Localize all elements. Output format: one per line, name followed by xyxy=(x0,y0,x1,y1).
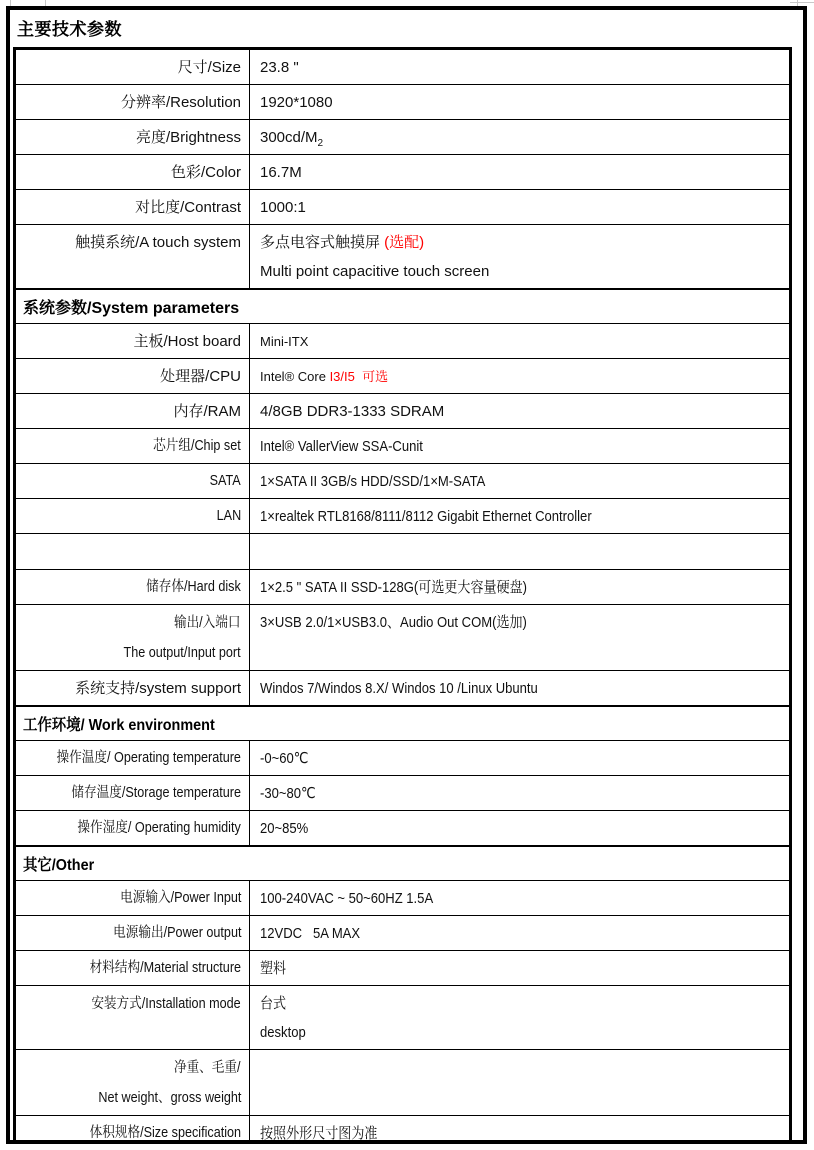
value-text: 300cd/M xyxy=(260,128,318,146)
row-value xyxy=(250,155,789,189)
optional-note-text: I3/I5 可选 xyxy=(329,368,389,384)
value-text: 2 xyxy=(317,137,324,149)
row-value xyxy=(250,225,789,288)
row-label-line xyxy=(24,778,241,808)
value-text: Mini-ITX xyxy=(260,333,309,349)
row-value xyxy=(250,951,789,985)
row-label-line xyxy=(24,53,241,82)
row-label-line xyxy=(24,813,241,843)
value-text: -30~80℃ xyxy=(260,784,316,802)
spec-row-empty xyxy=(16,533,789,569)
row-label xyxy=(16,916,250,950)
row-label-line xyxy=(24,743,241,773)
row-label xyxy=(16,499,250,533)
row-value xyxy=(250,85,789,119)
row-value xyxy=(250,394,789,428)
spec-row xyxy=(16,189,789,224)
label-text: 系统支持/system support xyxy=(75,679,241,697)
row-value xyxy=(250,916,789,950)
row-value xyxy=(250,881,789,915)
row-label-line xyxy=(24,674,241,703)
row-label-line xyxy=(24,158,241,187)
row-label xyxy=(16,951,250,985)
value-text: 按照外形尺寸图为准 xyxy=(260,1124,378,1142)
row-value-line xyxy=(260,502,781,531)
value-text: 多点电容式触摸屏 xyxy=(260,234,385,251)
spec-row xyxy=(16,950,789,985)
row-value xyxy=(250,1050,789,1115)
row-label xyxy=(16,394,250,428)
row-label-line xyxy=(24,883,241,913)
row-label-line xyxy=(24,327,241,356)
row-value xyxy=(250,605,789,670)
row-label xyxy=(16,671,250,705)
row-value xyxy=(250,986,789,1049)
row-value-line xyxy=(260,53,781,82)
row-label-line xyxy=(24,466,241,496)
label-text: 色彩/Color xyxy=(170,163,241,181)
row-label-line xyxy=(24,638,241,668)
spec-row xyxy=(16,84,789,119)
value-text: 塑料 xyxy=(260,959,287,977)
label-text: 体积规格/Size specification xyxy=(89,1125,241,1141)
row-label-line xyxy=(24,431,241,461)
spec-row xyxy=(16,569,789,604)
row-value-line xyxy=(260,397,781,426)
label-text: 储存体/Hard disk xyxy=(146,579,241,595)
row-value-line xyxy=(260,88,781,117)
row-value xyxy=(250,534,789,569)
label-text: 输出/入端口 xyxy=(174,615,241,631)
row-label-line xyxy=(24,537,241,566)
spec-row xyxy=(16,670,789,705)
row-value xyxy=(250,671,789,705)
value-text: -0~60℃ xyxy=(260,749,309,767)
row-value-line xyxy=(260,779,781,808)
spec-row xyxy=(16,1049,789,1115)
label-text: The output/Input port xyxy=(123,645,241,661)
label-text: 安装方式/Installation mode xyxy=(91,996,241,1012)
section-header-label: 工作环境/ Work environment xyxy=(23,717,215,734)
row-label xyxy=(16,741,250,775)
row-label xyxy=(16,85,250,119)
value-text: 1920*1080 xyxy=(260,93,333,111)
row-value xyxy=(250,429,789,463)
label-text: 尺寸/Size xyxy=(177,58,241,76)
label-text: 电源输入/Power Input xyxy=(119,890,241,906)
label-text: 电源输出/Power output xyxy=(112,925,241,941)
row-value-line xyxy=(260,158,781,187)
value-text: 12VDC 5A MAX xyxy=(260,924,361,942)
row-value-line xyxy=(260,744,781,773)
row-label-line xyxy=(24,608,241,638)
label-text: 材料结构/Material structure xyxy=(89,960,241,976)
section-header xyxy=(16,288,789,323)
label-text: 内存/RAM xyxy=(173,402,241,420)
spec-row xyxy=(16,119,789,154)
value-text: 1000:1 xyxy=(260,198,306,216)
row-value xyxy=(250,741,789,775)
spec-table xyxy=(13,47,792,1144)
row-label-line xyxy=(24,193,241,222)
value-text: 4/8GB DDR3-1333 SDRAM xyxy=(260,402,445,420)
row-value-line xyxy=(260,954,781,983)
value-text: Intel® VallerView SSA-Cunit xyxy=(260,437,423,455)
row-value-line xyxy=(260,608,781,637)
row-value-line xyxy=(260,193,781,222)
row-label xyxy=(16,155,250,189)
spec-row xyxy=(16,154,789,189)
label-text: 分辨率/Resolution xyxy=(120,93,241,111)
label-text: 触摸系统/A touch system xyxy=(75,234,241,251)
value-text: 20~85% xyxy=(260,819,309,837)
value-text: Intel® Core xyxy=(260,368,330,384)
row-label xyxy=(16,190,250,224)
row-label xyxy=(16,776,250,810)
row-label xyxy=(16,359,250,393)
row-label-line xyxy=(24,1053,241,1083)
row-label xyxy=(16,570,250,604)
value-text: 1×2.5 " SATA II SSD-128G(可选更大容量硬盘) xyxy=(260,578,528,596)
label-text: 主板/Host board xyxy=(133,332,241,350)
row-value-line xyxy=(260,674,781,703)
value-text: 台式 xyxy=(260,995,287,1012)
row-label xyxy=(16,324,250,358)
row-value-line xyxy=(260,467,781,496)
label-text: Net weight、gross weight xyxy=(97,1090,241,1106)
row-value-line xyxy=(260,573,781,602)
row-value-line xyxy=(260,814,781,843)
spec-row xyxy=(16,224,789,288)
row-value-line xyxy=(260,362,781,391)
row-value xyxy=(250,1116,789,1144)
row-value-line xyxy=(260,989,781,1018)
row-value-line xyxy=(260,228,781,257)
page-title: 主要技术参数 xyxy=(17,20,122,39)
spec-row xyxy=(16,775,789,810)
spec-row xyxy=(16,358,789,393)
row-label xyxy=(16,1116,250,1144)
row-label-line xyxy=(24,501,241,531)
row-label-line xyxy=(24,1118,241,1144)
value-text: 16.7M xyxy=(260,163,302,181)
optional-note-text: (选配) xyxy=(384,234,425,251)
spec-row xyxy=(16,985,789,1049)
row-value-line xyxy=(260,537,781,566)
row-value-line xyxy=(260,257,781,286)
spec-row xyxy=(16,810,789,845)
spec-row xyxy=(16,498,789,533)
spec-row xyxy=(16,463,789,498)
label-text: LAN xyxy=(216,508,241,524)
row-label-line xyxy=(24,88,241,117)
gridline-artifact xyxy=(790,2,814,3)
row-label xyxy=(16,811,250,845)
spec-row xyxy=(16,915,789,950)
spec-row xyxy=(16,428,789,463)
label-text: 芯片组/Chip set xyxy=(153,438,241,454)
row-label-line xyxy=(24,953,241,983)
row-value xyxy=(250,499,789,533)
row-label xyxy=(16,464,250,498)
label-text: 对比度/Contrast xyxy=(135,198,241,216)
spec-row xyxy=(16,880,789,915)
row-value-line xyxy=(260,1053,781,1082)
value-text: 1×SATA II 3GB/s HDD/SSD/1×M-SATA xyxy=(260,472,486,490)
label-text: 操作温度/ Operating temperature xyxy=(56,750,241,766)
row-value xyxy=(250,811,789,845)
row-label-line xyxy=(24,989,241,1019)
section-header xyxy=(16,705,789,740)
row-value-line xyxy=(260,1119,781,1145)
row-value xyxy=(250,359,789,393)
spec-row xyxy=(16,604,789,670)
row-label xyxy=(16,429,250,463)
row-label xyxy=(16,534,250,569)
value-text: 100-240VAC ~ 50~60HZ 1.5A xyxy=(260,889,434,907)
row-label xyxy=(16,1050,250,1115)
row-value-line xyxy=(260,432,781,461)
row-label xyxy=(16,120,250,154)
value-text: 23.8 " xyxy=(260,58,299,76)
label-text: 亮度/Brightness xyxy=(135,128,241,146)
row-value xyxy=(250,570,789,604)
row-label-line xyxy=(24,1083,241,1113)
section-header xyxy=(16,845,789,880)
value-text: Multi point capacitive touch screen xyxy=(260,263,490,280)
row-label-line xyxy=(24,123,241,152)
spec-row xyxy=(16,740,789,775)
value-text: 1×realtek RTL8168/8111/8112 Gigabit Ethernet Controller xyxy=(260,507,592,525)
row-value-line xyxy=(260,327,781,356)
spec-sheet-page xyxy=(6,6,807,1144)
row-value-line xyxy=(260,123,781,152)
label-text: 储存温度/Storage temperature xyxy=(71,785,241,801)
spec-row xyxy=(16,50,789,84)
row-value xyxy=(250,776,789,810)
label-text: 处理器/CPU xyxy=(160,367,241,385)
row-label-line xyxy=(24,362,241,391)
row-label-line xyxy=(24,228,241,257)
value-text: 3×USB 2.0/1×USB3.0、Audio Out COM(选加) xyxy=(260,614,527,631)
row-value-line xyxy=(260,919,781,948)
row-value-line xyxy=(260,884,781,913)
spec-row xyxy=(16,323,789,358)
section-header-label: 其它/Other xyxy=(23,857,95,874)
label-text: 净重、毛重/ xyxy=(174,1060,241,1076)
row-label xyxy=(16,50,250,84)
row-label-line xyxy=(24,918,241,948)
section-header-label: 系统参数/System parameters xyxy=(23,300,240,317)
value-text: desktop xyxy=(260,1024,306,1041)
row-label xyxy=(16,881,250,915)
row-value-line xyxy=(260,1018,781,1047)
row-label xyxy=(16,605,250,670)
row-label-line xyxy=(24,397,241,426)
row-value xyxy=(250,50,789,84)
label-text: 操作湿度/ Operating humidity xyxy=(77,820,241,836)
row-label-line xyxy=(24,572,241,602)
row-value xyxy=(250,190,789,224)
label-text: SATA xyxy=(209,473,241,489)
row-value xyxy=(250,120,789,154)
row-label xyxy=(16,986,250,1049)
spec-row xyxy=(16,393,789,428)
row-label xyxy=(16,225,250,288)
spec-row xyxy=(16,1115,789,1144)
value-text: Windos 7/Windos 8.X/ Windos 10 /Linux Ubuntu xyxy=(260,679,538,697)
row-value xyxy=(250,324,789,358)
row-value xyxy=(250,464,789,498)
